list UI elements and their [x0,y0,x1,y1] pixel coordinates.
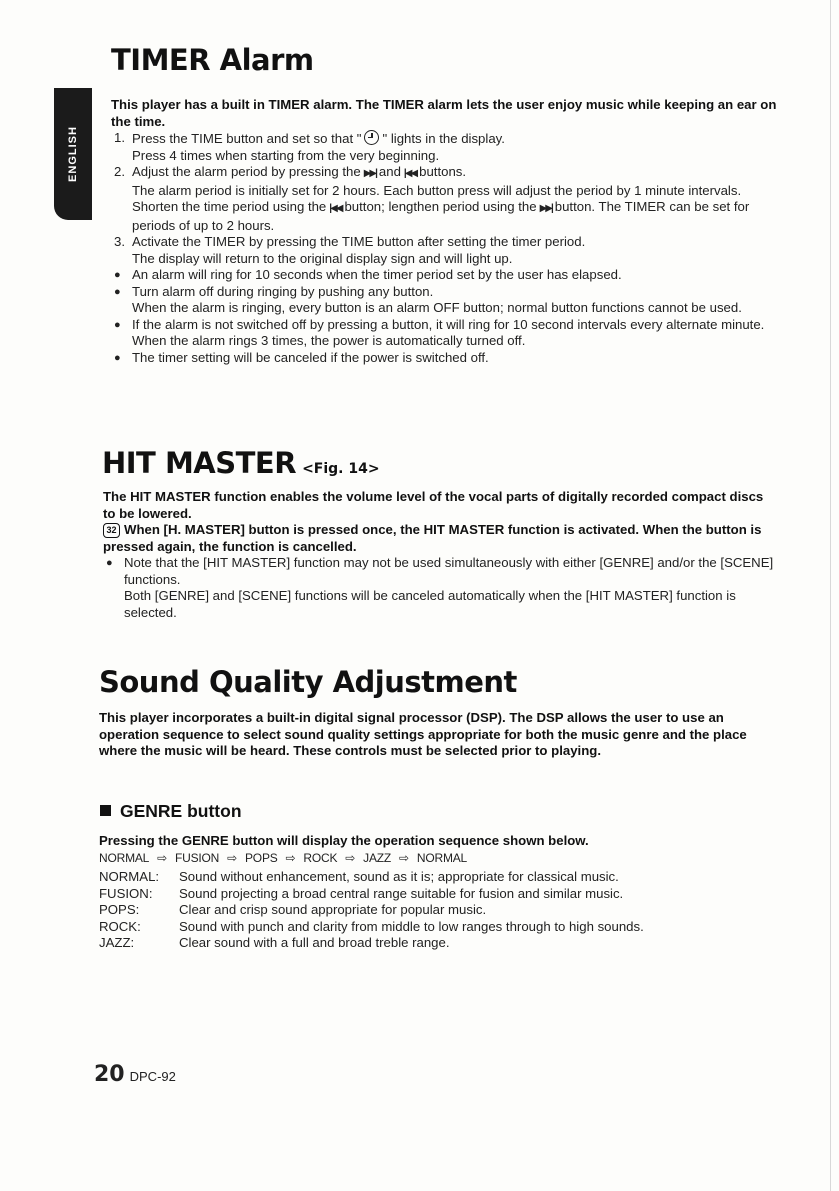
genre-mode-name: POPS: [99,902,140,917]
timer-step-2-cont-2: Shorten the time period using the |◀◀ button; lengthen period using the ▶▶| button. The TIMER can be set for periods of up to 2 hours. [132,199,750,233]
prev-track-icon: |◀◀ [329,203,342,214]
language-tab [54,88,92,220]
timer-step-2-cont-1: The alarm period is initially set for 2 hours. Each button press will adjust the period by 1 minute intervals. [132,182,742,198]
timer-bullet-4: ● The timer setting will be canceled if the power is switched off. [114,349,489,365]
model-name: DPC-92 [129,1069,176,1084]
sound-quality-heading: Sound Quality Adjustment [99,665,517,699]
hit-master-section [103,489,775,621]
square-bullet-icon [100,805,111,816]
bullet-icon: ● [114,318,121,331]
language-tab-label: ENGLISH [67,126,79,182]
hit-master-lead: The HIT MASTER function enables the volume level of the vocal parts of digitally recorded compact discs to be lowered. [103,489,764,521]
genre-mode-list [99,869,771,952]
timer-bullet-1: ● An alarm will ring for 10 seconds when the timer period set by the user has elapsed. [114,267,622,282]
timer-bullet-2-cont: When the alarm is ringing, every button is an alarm OFF button; normal button functions cannot be used. [132,300,742,315]
genre-mode-desc: Clear and crisp sound appropriate for popular music. [179,902,487,917]
timer-step-1-cont: Press 4 times when starting from the very beginning. [132,147,440,163]
next-track-icon: ▶▶| [539,203,552,214]
genre-sequence: NORMAL ⇨ FUSION ⇨ POPS ⇨ ROCK ⇨ JAZZ ⇨ NORMAL [99,850,468,865]
hit-master-bullet-1: ● Note that the [HIT MASTER] function may not be used simultaneously with either [GENRE] and/or the [SCENE] functions. [106,555,774,587]
page-edge-rule [830,0,831,1191]
bullet-icon: ● [114,285,121,298]
genre-mode-name: NORMAL: [99,869,160,884]
arrow-right-icon: ⇨ [285,850,296,865]
genre-mode-desc: Sound with punch and clarity from middle to low ranges through to high sounds. [179,918,644,934]
genre-mode-name: FUSION: [99,885,153,901]
figure-reference: <Fig. 14> [302,461,380,477]
arrow-right-icon: ⇨ [345,850,356,865]
timer-step-1: 1. Press the TIME button and set so that " " lights in the display. [114,130,505,146]
hit-master-heading: HIT MASTER <Fig. 14> [102,446,380,480]
genre-mode-name: ROCK: [99,918,141,934]
timer-bullet-3: ● If the alarm is not switched off by pressing a button, it will ring for 10 second intervals every alternate minute. When the alarm rings 3 times, the power is automatically turned off. [114,316,765,348]
genre-mode-desc: Sound without enhancement, sound as it is; appropriate for classical music. [179,869,619,884]
genre-mode-desc: Sound projecting a broad central range suitable for fusion and similar music. [179,885,624,901]
page-footer [94,1062,176,1087]
sound-quality-section [99,710,771,760]
arrow-right-icon: ⇨ [157,850,167,865]
page-number: 20 [94,1062,125,1087]
timer-step-3: 3. Activate the TIMER by pressing the TIME button after setting the timer period. [114,234,586,249]
genre-button-heading: GENRE button [100,801,242,822]
timer-clock-icon [364,130,379,145]
arrow-right-icon: ⇨ [227,850,237,865]
timer-alarm-section [111,97,781,366]
bullet-icon: ● [114,351,121,364]
timer-step-3-cont: The display will return to the original display sign and will light up. [132,250,513,266]
genre-mode-name: JAZZ: [99,935,135,950]
step-number-badge: 32 [103,523,120,538]
genre-section [99,833,771,952]
bullet-icon: ● [106,557,113,569]
timer-step-2: 2. Adjust the alarm period by pressing the ▶▶| and |◀◀ buttons. [114,164,467,179]
genre-mode-desc: Clear sound with a full and broad treble range. [179,935,450,950]
timer-alarm-heading: TIMER Alarm [111,43,314,77]
arrow-right-icon: ⇨ [399,850,409,865]
next-track-icon: ▶▶| [363,168,376,179]
genre-lead: Pressing the GENRE button will display the operation sequence shown below. [99,833,589,848]
timer-bullet-2: ● Turn alarm off during ringing by pushing any button. [114,283,434,299]
hit-master-bullet-1-cont: Both [GENRE] and [SCENE] functions will be canceled automatically when the [HIT MASTER] function is selected. [124,588,736,620]
sound-quality-lead: This player incorporates a built-in digital signal processor (DSP). The DSP allows the user to use an operation sequence to select sound quality settings appropriate for both the music genre and the place where the music will be heard. These controls must be selected prior to playing. [99,710,747,758]
timer-lead: This player has a built in TIMER alarm. The TIMER alarm lets the user enjoy music while keeping an ear on the time. [111,97,777,129]
prev-track-icon: |◀◀ [403,168,417,179]
bullet-icon: ● [114,269,121,281]
hit-master-step: 32 When [H. MASTER] button is pressed once, the HIT MASTER function is activated. When the button is pressed again, the function is cancelled. [103,522,762,554]
